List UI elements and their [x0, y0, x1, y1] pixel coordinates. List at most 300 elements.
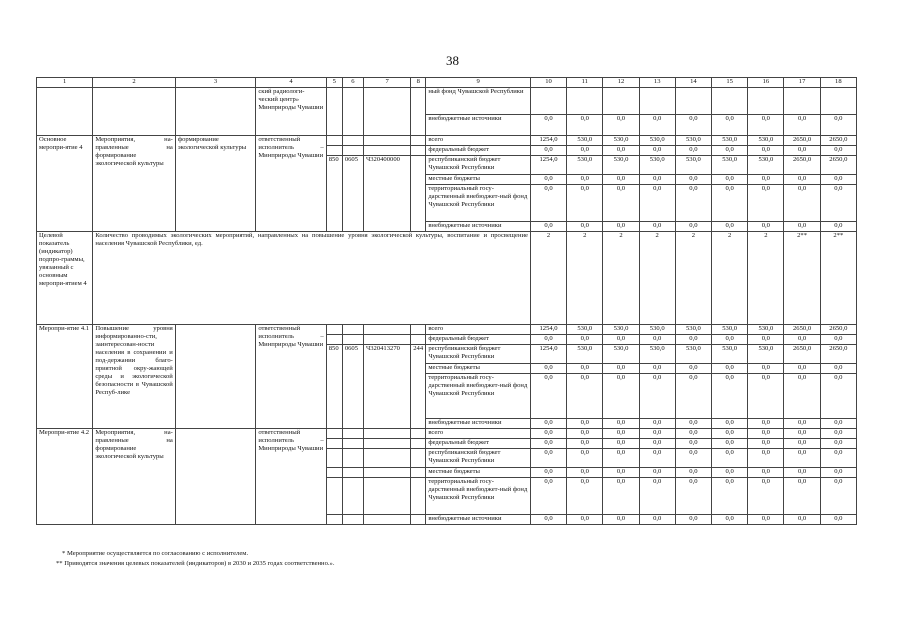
cell-code: 0605	[342, 156, 363, 232]
cell-code	[411, 439, 426, 449]
cell-value: 0,0	[748, 146, 784, 156]
cell-value: 0,0	[820, 146, 856, 156]
cell-code	[326, 478, 342, 515]
cell-code	[326, 88, 342, 136]
cell-responsible: ответственный исполнитель – Минприроды Чувашии	[256, 429, 326, 525]
cell-value: 0,0	[567, 439, 603, 449]
cell-value: 0,0	[820, 364, 856, 374]
cell-value: 0,0	[639, 515, 675, 525]
cell-value: 0,0	[603, 175, 639, 185]
budget-table-container	[36, 77, 857, 525]
cell-value	[639, 88, 675, 115]
cell-measure: Меропри-ятие 4.1	[37, 325, 93, 429]
cell-value: 0,0	[784, 185, 820, 222]
cell-value: 0,0	[712, 115, 748, 136]
cell-value: 0,0	[603, 468, 639, 478]
cell-code	[363, 439, 410, 449]
cell-value: 530,0	[675, 156, 711, 175]
cell-value: 0,0	[712, 468, 748, 478]
cell-value: 0,0	[675, 468, 711, 478]
cell-value: 0,0	[784, 374, 820, 419]
cell-code	[363, 429, 410, 439]
budget-table	[36, 77, 857, 525]
cell-responsible: ответственный исполнитель – Минприроды Чувашии	[256, 136, 326, 232]
cell-value: 0,0	[530, 429, 566, 439]
cell-value: 2	[639, 232, 675, 325]
cell-code	[326, 429, 342, 439]
cell-responsible: ский радиологи-ческий центр» Минприроды Чувашии	[256, 88, 326, 136]
cell-funding-source: внебюджетные источники	[426, 419, 531, 429]
cell-value: 530,0	[603, 136, 639, 146]
cell-value: 0,0	[567, 335, 603, 345]
cell-value: 0,0	[530, 335, 566, 345]
page-number: 38	[446, 53, 459, 68]
cell-value: 0,0	[712, 515, 748, 525]
cell-funding-source: республиканский бюджет Чувашской Республики	[426, 156, 531, 175]
cell-code	[326, 325, 342, 335]
cell-value: 530,0	[675, 345, 711, 364]
cell-value: 0,0	[784, 364, 820, 374]
cell-value: 0,0	[603, 115, 639, 136]
cell-value: 0,0	[784, 146, 820, 156]
cell-value: 0,0	[603, 478, 639, 515]
cell-code	[342, 136, 363, 146]
header-cell: 18	[820, 78, 856, 88]
cell-value: 530,0	[712, 345, 748, 364]
header-cell: 4	[256, 78, 326, 88]
cell-value: 0,0	[675, 449, 711, 468]
cell-value	[603, 88, 639, 115]
header-cell: 10	[530, 78, 566, 88]
cell-value: 0,0	[530, 175, 566, 185]
cell-value: 530,0	[639, 345, 675, 364]
cell-code	[363, 478, 410, 515]
cell-value: 0,0	[748, 439, 784, 449]
cell-value: 0,0	[748, 449, 784, 468]
cell-value: 530,0	[748, 325, 784, 335]
cell-value: 530,0	[603, 156, 639, 175]
cell-value: 0,0	[784, 429, 820, 439]
cell-measure: Основное меропри-ятие 4	[37, 136, 93, 232]
cell-value: 530,0	[567, 345, 603, 364]
cell-value: 0,0	[639, 175, 675, 185]
cell-value: 0,0	[675, 439, 711, 449]
cell-value: 2	[530, 232, 566, 325]
cell-value: 0,0	[820, 222, 856, 232]
cell-value: 0,0	[639, 449, 675, 468]
cell-value: 0,0	[567, 175, 603, 185]
cell-value: 0,0	[639, 185, 675, 222]
cell-code: Ч320413270	[363, 345, 410, 429]
cell-value: 0,0	[567, 468, 603, 478]
cell-value: 0,0	[603, 335, 639, 345]
cell-value: 0,0	[603, 364, 639, 374]
cell-value: 0,0	[639, 364, 675, 374]
cell-code	[326, 335, 342, 345]
cell-value: 0,0	[603, 146, 639, 156]
cell-code	[411, 429, 426, 439]
cell-code	[411, 136, 426, 146]
cell-funding-source: территориальный госу-дарственный внебюджет-ный фонд Чувашской Республики	[426, 374, 531, 419]
cell-value: 0,0	[712, 419, 748, 429]
cell-value: 0,0	[530, 222, 566, 232]
cell-value: 0,0	[530, 478, 566, 515]
cell-code	[363, 335, 410, 345]
cell-value: 0,0	[639, 146, 675, 156]
cell-value: 0,0	[820, 515, 856, 525]
cell-value: 0,0	[639, 419, 675, 429]
cell-code	[326, 136, 342, 146]
cell-code	[411, 335, 426, 345]
cell-value: 2650,0	[784, 136, 820, 146]
cell-value: 0,0	[712, 374, 748, 419]
cell-code: 850	[326, 156, 342, 232]
cell-measure-name: Повышение уровня информированно-сти, заинтересован-ности населения в сохранении и под-держании благо-приятной окру-жающей среды и экологической безопасности в Чувашской Респуб-лике	[93, 325, 176, 429]
cell-measure-name: Мероприятия, на-правленные на формирование экологической культуры	[93, 429, 176, 525]
footnotes	[56, 549, 334, 569]
cell-value: 530,0	[567, 156, 603, 175]
cell-value: 0,0	[712, 335, 748, 345]
cell-funding-source: местные бюджеты	[426, 468, 531, 478]
cell-value: 0,0	[712, 449, 748, 468]
cell-value: 0,0	[748, 478, 784, 515]
cell-value: 2650,0	[784, 345, 820, 364]
cell-code	[411, 468, 426, 478]
cell-value: 530,0	[603, 345, 639, 364]
cell-value: 0,0	[639, 222, 675, 232]
table-row	[37, 88, 857, 115]
header-cell: 11	[567, 78, 603, 88]
cell-value: 0,0	[712, 478, 748, 515]
cell-value: 0,0	[639, 335, 675, 345]
cell-value: 0,0	[675, 146, 711, 156]
cell-target-text: Количество проводимых экологических мероприятий, направленных на повышение уровня экологической культуры, воспитание и просвещение населения Чувашской Республики, ед.	[93, 232, 531, 325]
cell-c2	[93, 88, 176, 136]
cell-value: 2650,0	[820, 345, 856, 364]
cell-value: 0,0	[567, 115, 603, 136]
cell-value: 1254,0	[530, 325, 566, 335]
cell-value: 2650,0	[784, 325, 820, 335]
cell-value: 530,0	[748, 156, 784, 175]
cell-value: 0,0	[748, 429, 784, 439]
cell-value: 0,0	[639, 429, 675, 439]
cell-value: 530,0	[675, 136, 711, 146]
cell-value: 0,0	[784, 175, 820, 185]
cell-value: 0,0	[748, 374, 784, 419]
header-cell: 3	[175, 78, 255, 88]
cell-value: 0,0	[530, 468, 566, 478]
cell-code	[342, 335, 363, 345]
cell-value: 0,0	[820, 175, 856, 185]
cell-value: 0,0	[675, 222, 711, 232]
cell-value: 0,0	[748, 115, 784, 136]
cell-value: 530,0	[748, 136, 784, 146]
cell-value: 0,0	[530, 439, 566, 449]
cell-value: 2650,0	[784, 156, 820, 175]
cell-measure: Меропри-ятие 4.2	[37, 429, 93, 525]
cell-value: 2	[603, 232, 639, 325]
cell-value: 0,0	[675, 115, 711, 136]
cell-code	[326, 449, 342, 468]
header-cell: 7	[363, 78, 410, 88]
cell-code	[411, 449, 426, 468]
cell-measure-name: Мероприятия, на-правленные на формирование экологической культуры	[93, 136, 176, 232]
cell-target-label: Целевой показатель (индикатор) подпро-граммы, увязанный с основным меропри-ятием 4	[37, 232, 93, 325]
cell-code: Ч320400000	[363, 156, 410, 232]
cell-funding-source: республиканский бюджет Чувашской Республики	[426, 449, 531, 468]
cell-value: 530,0	[567, 325, 603, 335]
cell-value: 530,0	[712, 136, 748, 146]
cell-value: 0,0	[603, 222, 639, 232]
cell-value: 0,0	[603, 515, 639, 525]
cell-value: 0,0	[530, 146, 566, 156]
cell-value: 0,0	[748, 468, 784, 478]
header-cell: 8	[411, 78, 426, 88]
cell-value: 0,0	[530, 374, 566, 419]
cell-value: 0,0	[603, 185, 639, 222]
cell-value: 0,0	[748, 419, 784, 429]
cell-value: 0,0	[748, 185, 784, 222]
header-cell: 17	[784, 78, 820, 88]
cell-value: 530,0	[712, 156, 748, 175]
cell-value: 0,0	[820, 335, 856, 345]
cell-value: 530,0	[639, 156, 675, 175]
cell-value: 0,0	[567, 419, 603, 429]
cell-funding-source: территориальный госу-дарственный внебюджет-ный фонд Чувашской Республики	[426, 185, 531, 222]
cell-value: 0,0	[712, 439, 748, 449]
cell-funding-source: федеральный бюджет	[426, 146, 531, 156]
cell-code	[411, 88, 426, 136]
cell-value: 0,0	[639, 439, 675, 449]
cell-value: 0,0	[748, 364, 784, 374]
cell-value: 530,0	[639, 325, 675, 335]
cell-code: 0605	[342, 345, 363, 429]
cell-value	[675, 88, 711, 115]
cell-c1	[37, 88, 93, 136]
cell-value: 0,0	[639, 115, 675, 136]
cell-code	[342, 449, 363, 468]
cell-value: 0,0	[820, 419, 856, 429]
cell-value: 0,0	[712, 364, 748, 374]
cell-responsible: ответственный исполнитель – Минприроды Чувашии	[256, 325, 326, 429]
cell-code	[363, 449, 410, 468]
cell-value: 2	[748, 232, 784, 325]
cell-value: 530,0	[675, 325, 711, 335]
cell-value: 0,0	[675, 429, 711, 439]
cell-funding-source: всего	[426, 429, 531, 439]
cell-code	[342, 146, 363, 156]
cell-value: 0,0	[530, 419, 566, 429]
cell-value: 0,0	[712, 175, 748, 185]
cell-value	[567, 88, 603, 115]
cell-funding-source: местные бюджеты	[426, 364, 531, 374]
cell-funding-source: внебюджетные источники	[426, 222, 531, 232]
cell-value: 2	[567, 232, 603, 325]
cell-value: 0,0	[530, 515, 566, 525]
cell-funding-source: республиканский бюджет Чувашской Республики	[426, 345, 531, 364]
cell-value: 0,0	[784, 335, 820, 345]
cell-code	[342, 515, 363, 525]
cell-code	[363, 146, 410, 156]
cell-funding-source: ный фонд Чувашской Республики	[426, 88, 531, 115]
footnote-1: * Мероприятие осуществляется по согласованию с исполнителем.	[62, 550, 249, 557]
cell-value: 0,0	[820, 374, 856, 419]
cell-code	[342, 88, 363, 136]
cell-funding-source: федеральный бюджет	[426, 335, 531, 345]
cell-value: 0,0	[675, 419, 711, 429]
cell-value: 0,0	[784, 515, 820, 525]
cell-task	[175, 325, 255, 429]
footnote-2: ** Приводятся значения целевых показателей (индикаторов) в 2030 и 2035 годах соответственно.».	[56, 560, 335, 567]
header-cell: 9	[426, 78, 531, 88]
cell-value: 0,0	[530, 449, 566, 468]
cell-value: 0,0	[639, 468, 675, 478]
cell-task: формирование экологической культуры	[175, 136, 255, 232]
cell-code	[411, 478, 426, 515]
cell-value: 1254,0	[530, 136, 566, 146]
cell-value: 0,0	[675, 364, 711, 374]
cell-value: 0,0	[603, 449, 639, 468]
cell-value	[784, 88, 820, 115]
cell-code: 244	[411, 345, 426, 429]
cell-code	[342, 478, 363, 515]
cell-value: 2**	[784, 232, 820, 325]
cell-value: 0,0	[567, 429, 603, 439]
cell-value: 0,0	[567, 222, 603, 232]
cell-value: 0,0	[712, 222, 748, 232]
cell-code	[326, 515, 342, 525]
header-cell: 12	[603, 78, 639, 88]
cell-code	[342, 429, 363, 439]
cell-value: 0,0	[603, 419, 639, 429]
cell-value: 0,0	[712, 429, 748, 439]
table-row	[37, 429, 857, 439]
cell-value: 0,0	[675, 175, 711, 185]
cell-value: 0,0	[567, 146, 603, 156]
cell-value: 0,0	[784, 478, 820, 515]
cell-code	[363, 468, 410, 478]
cell-value: 2	[712, 232, 748, 325]
cell-value: 0,0	[784, 222, 820, 232]
table-row	[37, 325, 857, 335]
cell-value: 0,0	[567, 185, 603, 222]
cell-value: 0,0	[603, 374, 639, 419]
cell-value: 0,0	[748, 515, 784, 525]
cell-code	[363, 88, 410, 136]
cell-value: 0,0	[603, 439, 639, 449]
cell-code	[342, 439, 363, 449]
cell-value: 0,0	[712, 185, 748, 222]
cell-code	[326, 146, 342, 156]
cell-value: 1254,0	[530, 345, 566, 364]
table-row	[37, 136, 857, 146]
cell-value: 0,0	[784, 419, 820, 429]
cell-funding-source: внебюджетные источники	[426, 515, 531, 525]
cell-code	[411, 515, 426, 525]
cell-value: 2	[675, 232, 711, 325]
cell-value: 0,0	[603, 429, 639, 439]
header-cell: 15	[712, 78, 748, 88]
cell-value: 0,0	[820, 185, 856, 222]
cell-value: 0,0	[820, 449, 856, 468]
cell-value: 0,0	[748, 335, 784, 345]
cell-value: 0,0	[820, 429, 856, 439]
cell-value: 2650,0	[820, 325, 856, 335]
cell-funding-source: всего	[426, 136, 531, 146]
cell-funding-source: федеральный бюджет	[426, 439, 531, 449]
cell-funding-source: местные бюджеты	[426, 175, 531, 185]
cell-value	[748, 88, 784, 115]
cell-value: 0,0	[530, 364, 566, 374]
cell-value: 0,0	[639, 374, 675, 419]
cell-value: 0,0	[675, 185, 711, 222]
cell-value: 0,0	[639, 478, 675, 515]
cell-code	[363, 136, 410, 146]
cell-value: 0,0	[748, 175, 784, 185]
cell-code	[411, 146, 426, 156]
cell-value: 0,0	[530, 115, 566, 136]
cell-value: 0,0	[712, 146, 748, 156]
header-cell: 13	[639, 78, 675, 88]
cell-value	[530, 88, 566, 115]
cell-value: 0,0	[567, 374, 603, 419]
cell-value: 0,0	[784, 468, 820, 478]
header-cell: 14	[675, 78, 711, 88]
cell-value: 0,0	[820, 478, 856, 515]
cell-value: 530,0	[712, 325, 748, 335]
cell-value: 530,0	[639, 136, 675, 146]
header-cell: 16	[748, 78, 784, 88]
cell-value: 2650,0	[820, 136, 856, 146]
cell-value: 0,0	[567, 364, 603, 374]
cell-value: 0,0	[530, 185, 566, 222]
cell-value: 2**	[820, 232, 856, 325]
cell-c3	[175, 88, 255, 136]
cell-value: 0,0	[748, 222, 784, 232]
cell-value: 0,0	[567, 449, 603, 468]
header-cell: 2	[93, 78, 176, 88]
cell-value	[712, 88, 748, 115]
cell-code	[411, 325, 426, 335]
cell-task	[175, 429, 255, 525]
cell-value: 0,0	[567, 478, 603, 515]
cell-value: 0,0	[675, 478, 711, 515]
cell-value: 0,0	[784, 449, 820, 468]
cell-value: 0,0	[784, 115, 820, 136]
cell-code	[411, 156, 426, 232]
header-cell: 6	[342, 78, 363, 88]
cell-value: 0,0	[567, 515, 603, 525]
cell-code	[363, 515, 410, 525]
cell-value: 0,0	[820, 468, 856, 478]
cell-funding-source: всего	[426, 325, 531, 335]
cell-funding-source: внебюджетные источники	[426, 115, 531, 136]
cell-code	[342, 468, 363, 478]
header-row	[37, 78, 857, 88]
cell-value: 0,0	[675, 335, 711, 345]
cell-code	[342, 325, 363, 335]
cell-value: 0,0	[675, 374, 711, 419]
cell-value: 1254,0	[530, 156, 566, 175]
cell-value: 0,0	[784, 439, 820, 449]
target-indicator-row	[37, 232, 857, 325]
cell-code	[326, 439, 342, 449]
cell-value: 0,0	[820, 439, 856, 449]
cell-value: 0,0	[820, 115, 856, 136]
cell-code	[326, 468, 342, 478]
cell-funding-source: территориальный госу-дарственный внебюджет-ный фонд Чувашской Республики	[426, 478, 531, 515]
cell-value: 2650,0	[820, 156, 856, 175]
